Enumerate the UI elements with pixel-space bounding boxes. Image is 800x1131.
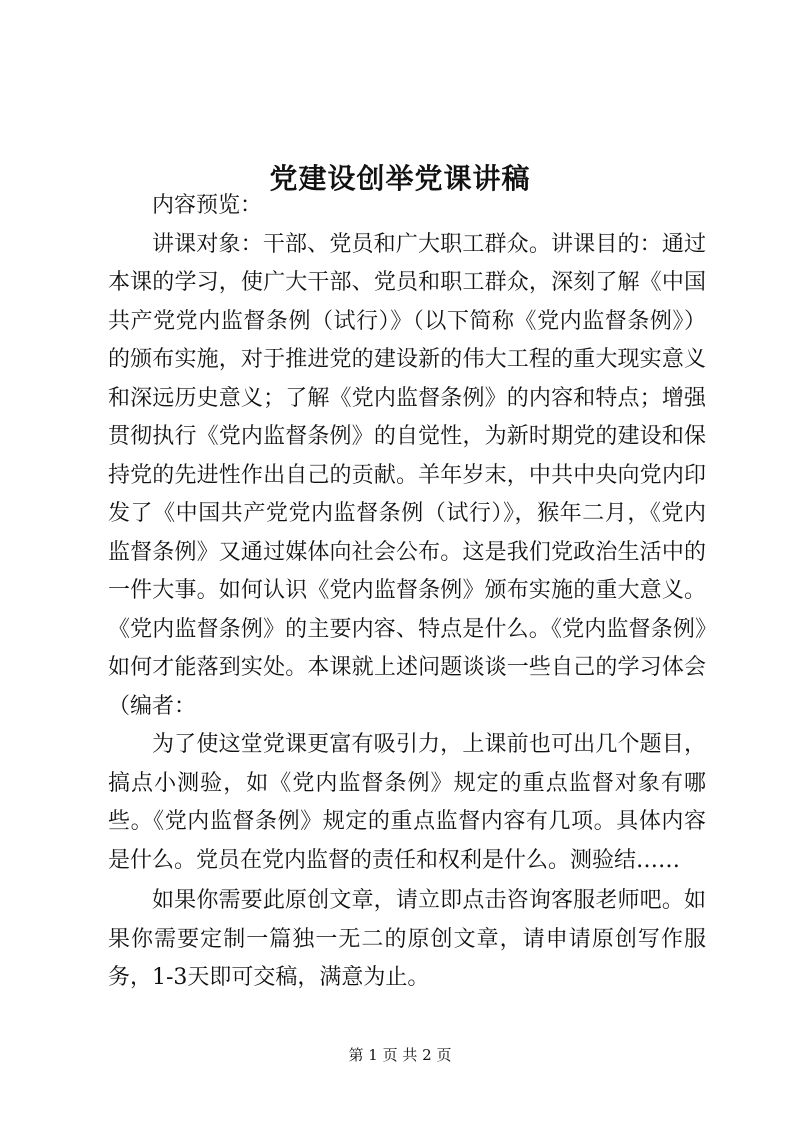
paragraph-lecture-overview: 讲课对象：干部、党员和广大职工群众。讲课目的：通过本课的学习，使广大干部、党员和职工群众，深刻了解《中国共产党党内监督条例（试行）》（以下简称《党内监督条例》）的颁布实施，对于推进党的建设新的伟大工程的重大现实意义和深远历史意义；了解《党内监督条例》的内容和特点；增强贯彻执行《党内监督条例》的自觉性，为新时期党的建设和保持党的先进性作出自己的贡献。羊年岁末，中共中央向党内印发了《中国共产党党内监督条例（试行）》，猴年二月，《党内监督条例》又通过媒体向社会公布。这是我们党政治生活中的一件大事。如何认识《党内监督条例》颁布实施的重大意义。《党内监督条例》的主要内容、特点是什么。《党内监督条例》如何才能落到实处。本课就上述问题谈谈一些自己的学习体会（编者： <box>108 231 706 719</box>
document-body <box>108 187 706 998</box>
paragraph-quiz-suggestion: 为了使这堂党课更富有吸引力，上课前也可出几个题目，搞点小测验，如《党内监督条例》规定的重点监督对象有哪些。《党内监督条例》规定的重点监督内容有几项。具体内容是什么。党员在党内监督的责任和权利是什么。测验结…… <box>108 732 706 873</box>
preview-label: 内容预览： <box>152 193 263 218</box>
paragraph-service-notice: 如果你需要此原创文章，请立即点击咨询客服老师吧。如果你需要定制一篇独一无二的原创文章，请申请原创写作服务，1-3天即可交稿，满意为止。 <box>108 888 706 990</box>
page-title: 党建设创举党课讲稿 <box>269 161 531 195</box>
page-footer: 第 1 页 共 2 页 <box>348 1046 452 1064</box>
